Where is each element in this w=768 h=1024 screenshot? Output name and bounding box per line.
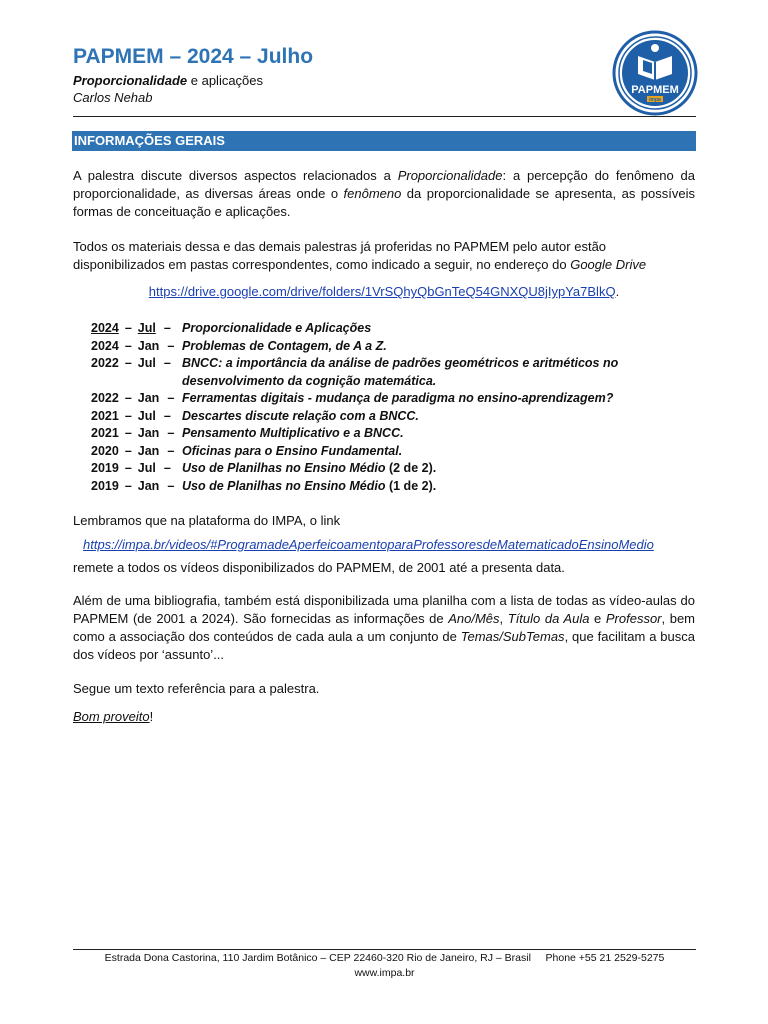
talk-title-suffix: (1 de 2).: [385, 478, 437, 493]
talk-date: [91, 355, 182, 390]
logo-subtext: impa: [649, 97, 661, 103]
closing-text: Bom proveito: [73, 709, 150, 724]
text-run: ,: [499, 611, 508, 626]
talk-date: [91, 338, 182, 356]
talk-month: Jan: [137, 426, 160, 440]
talk-title-text: Uso de Planilhas no Ensino Médio: [182, 461, 386, 475]
document-header: [73, 42, 313, 106]
paragraph-intro: [73, 167, 695, 221]
talk-dash: –: [124, 461, 132, 475]
talk-year: 2022: [91, 356, 119, 370]
talk-dash: –: [124, 321, 132, 335]
talk-dash: –: [124, 408, 132, 423]
talk-date: [91, 443, 182, 461]
talk-title: [182, 478, 701, 496]
talk-dash: –: [124, 478, 132, 493]
talk-dash: –: [167, 443, 175, 458]
talk-title: [182, 408, 701, 426]
talk-date: [91, 390, 182, 408]
talk-dash: –: [124, 443, 132, 458]
papmem-logo: [612, 30, 698, 116]
talk-row: [91, 320, 701, 338]
text-emphasis: Temas/SubTemas: [460, 629, 565, 644]
footer-phone: Phone +55 21 2529-5275: [545, 952, 665, 964]
paragraph-bibliography: [73, 592, 695, 664]
text-emphasis: Ano/Mês: [448, 611, 500, 626]
talk-title: [182, 338, 701, 356]
talk-year: 2021: [91, 408, 119, 423]
talk-title: [182, 390, 701, 408]
talk-dash: –: [124, 391, 132, 405]
talk-title: [182, 320, 701, 338]
talk-dash: –: [167, 338, 175, 353]
paragraph-materials: [73, 238, 695, 274]
talk-month: Jan: [137, 338, 160, 353]
talk-year: 2019: [91, 478, 119, 493]
talk-dash: –: [124, 356, 132, 370]
talk-dash: –: [163, 356, 171, 370]
talk-list: [91, 320, 701, 495]
talk-month: Jul: [137, 356, 156, 370]
document-subtitle: [73, 72, 313, 89]
text-run: Todos os materiais dessa e das demais palestras já proferidas no PAPMEM pelo autor estão disponibilizados em pastas correspondentes, como indicado a seguir, no endereço do: [73, 239, 607, 272]
talk-date: [91, 478, 182, 496]
footer-address: Estrada Dona Castorina, 110 Jardim Botânico – CEP 22460-320 Rio de Janeiro, RJ – Brasil: [104, 952, 531, 964]
talk-dash: –: [167, 478, 175, 493]
talk-dash: –: [167, 426, 175, 440]
text-emphasis: Proporcionalidade: [397, 168, 503, 183]
talk-year: 2020: [91, 443, 119, 458]
talk-title-text: Problemas de Contagem, de A a Z.: [182, 338, 387, 353]
subtitle-emphasis: Proporcionalidade: [73, 73, 188, 88]
talk-title-text: Uso de Planilhas no Ensino Médio: [182, 478, 386, 493]
drive-link-line: https://drive.google.com/drive/folders/1VrSQhyQbGnTeQ54GNXQU8jIypYa7BlkQ.: [148, 284, 620, 299]
talk-title: [182, 460, 701, 478]
closing-line: [73, 708, 695, 726]
talk-year: 2019: [91, 461, 119, 475]
text-run: Além de uma bibliografia, também está disponibilizada uma planilha com a lista de todas as vídeo-aulas do PAPMEM (de 2001 a 2024). São fornecidas as informações de: [73, 593, 695, 626]
talk-title: [182, 443, 701, 461]
talk-title-suffix: (2 de 2).: [385, 461, 437, 475]
page-footer: [73, 951, 696, 981]
talk-month: Jan: [137, 478, 160, 493]
talk-title-text: Descartes discute relação com a BNCC.: [182, 408, 419, 423]
footer-website: www.impa.br: [354, 967, 415, 979]
footer-rule: [73, 949, 696, 950]
talk-row: [91, 355, 701, 390]
text-emphasis: fenômeno: [343, 186, 402, 201]
talk-title-text: Ferramentas digitais - mudança de paradigma no ensino-aprendizagem?: [182, 391, 614, 405]
logo-text: PAPMEM: [631, 84, 679, 96]
talk-row: [91, 478, 701, 496]
paragraph-reference: Segue um texto referência para a palestra.: [73, 681, 320, 696]
talk-title-text: Oficinas para o Ensino Fundamental.: [182, 443, 403, 458]
talk-dash: –: [167, 391, 175, 405]
talk-dash: –: [163, 408, 171, 423]
document-title: PAPMEM – 2024 – Julho: [73, 45, 314, 68]
text-emphasis: Professor: [605, 611, 662, 626]
talk-row: [91, 408, 701, 426]
impa-link-line: [83, 536, 705, 554]
section-title: INFORMAÇÕES GERAIS: [72, 131, 696, 151]
talk-title-text: Proporcionalidade e Aplicações: [182, 321, 372, 335]
text-emphasis: Google Drive: [570, 257, 647, 272]
text-run: da proporcionalidade se apresenta, as possíveis formas de conceituação e aplicações.: [73, 186, 695, 219]
header-rule: [73, 116, 696, 117]
talk-dash: –: [124, 426, 132, 440]
author-name: Carlos Nehab: [73, 90, 153, 105]
talk-title-text: BNCC: a importância da análise de padrões geométricos e aritméticos no desenvolvimento da cognição matemática.: [182, 356, 619, 388]
paragraph-videos: remete a todos os vídeos disponibilizados do PAPMEM, de 2001 até a presenta data.: [73, 560, 565, 575]
talk-year: 2024: [91, 338, 119, 353]
subtitle-rest: e aplicações: [187, 73, 264, 88]
talk-year: 2024: [91, 321, 119, 335]
talk-title-text: Pensamento Multiplicativo e a BNCC.: [182, 426, 404, 440]
talk-month: Jan: [137, 443, 160, 458]
talk-date: [91, 408, 182, 426]
talk-date: [91, 425, 182, 443]
talk-dash: –: [163, 461, 171, 475]
talk-date: [91, 460, 182, 478]
talk-month: Jul: [137, 461, 156, 475]
talk-row: [91, 390, 701, 408]
talk-year: 2021: [91, 426, 119, 440]
google-drive-link[interactable]: https://drive.google.com/drive/folders/1VrSQhyQbGnTeQ54GNXQU8jIypYa7BlkQ: [148, 284, 616, 299]
talk-row: [91, 425, 701, 443]
text-run: : a percepção do fenômeno da proporcionalidade, as diversas áreas onde o: [73, 168, 695, 201]
closing-punctuation: !: [149, 709, 154, 724]
talk-month: Jul: [137, 321, 156, 335]
text-run: e: [589, 611, 606, 626]
talk-dash: –: [163, 321, 171, 335]
paragraph-platform: Lembramos que na plataforma do IMPA, o link: [73, 513, 341, 528]
text-run: A palestra discute diversos aspectos relacionados a: [73, 168, 398, 183]
talk-dash: –: [124, 338, 132, 353]
talk-year: 2022: [91, 391, 119, 405]
talk-title: [182, 425, 701, 443]
text-run: , bem como a associação dos conteúdos de cada aula a um conjunto de: [73, 611, 696, 644]
talk-month: Jan: [137, 391, 160, 405]
text-run: , que facilitam a busca dos vídeos por ‘assunto’...: [73, 629, 695, 662]
footer-contact: [73, 951, 696, 966]
impa-videos-link[interactable]: https://impa.br/videos/#ProgramadeAperfeicoamentoparaProfessoresdeMatematicadoEnsinoMedio: [83, 537, 654, 552]
talk-month: Jul: [137, 408, 156, 423]
talk-row: [91, 460, 701, 478]
talk-title: [182, 355, 701, 390]
text-emphasis: Título da Aula: [507, 611, 590, 626]
talk-row: [91, 443, 701, 461]
talk-row: [91, 338, 701, 356]
talk-date: [91, 320, 182, 338]
